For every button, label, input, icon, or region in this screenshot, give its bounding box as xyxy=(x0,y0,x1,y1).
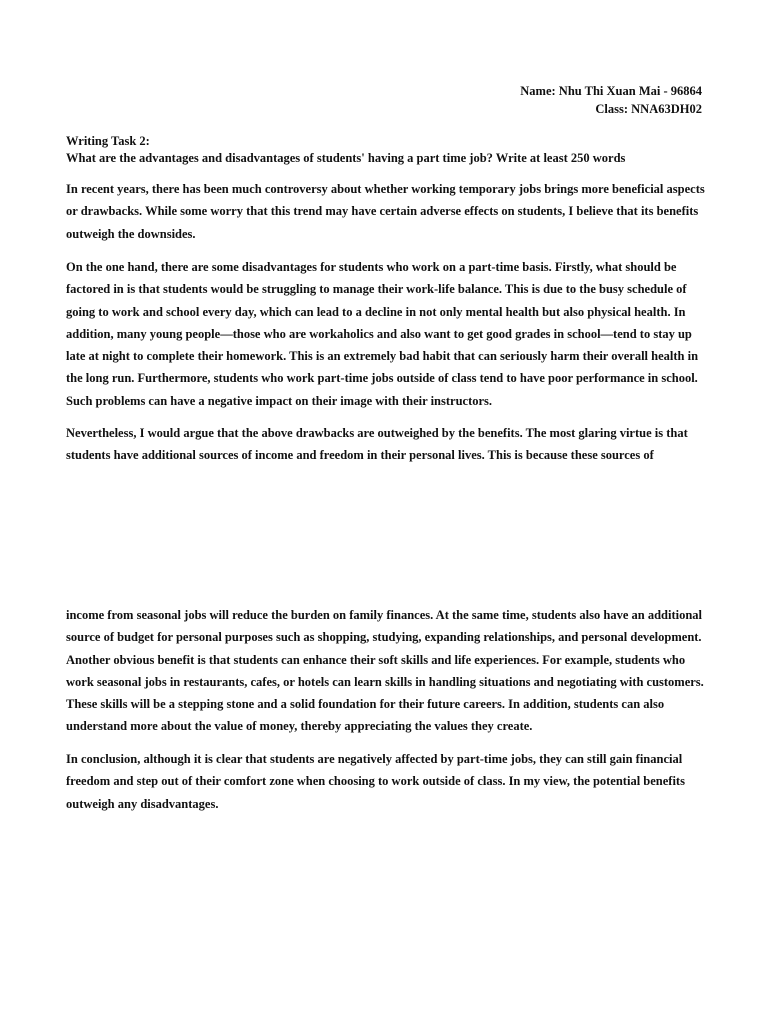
paragraph-disadvantages: On the one hand, there are some disadvantages for students who work on a part-time basis. Firstly, what should be factored in is that students would be struggling to manage their work-life balance. This is due to the busy schedule of going to work and school every day, which can lead to a decline in not only mental health but also physical health. In addition, many young people—those who are workaholics and also want to get good grades in school—tend to stay up late at night to complete their homework. This is an extremely bad habit that can seriously harm their overall health in the long run. Furthermore, students who work part-time jobs outside of class tend to have poor performance in school. Such problems can have a negative impact on their image with their instructors. xyxy=(66,260,699,408)
student-info-header xyxy=(520,82,702,118)
student-name-line: Name: Nhu Thi Xuan Mai - 96864 xyxy=(520,84,702,98)
task-question: What are the advantages and disadvantages of students' having a part time job? Write at least 250 words xyxy=(66,151,626,165)
task-heading: Writing Task 2: xyxy=(66,134,150,148)
paragraph-introduction: In recent years, there has been much controversy about whether working temporary jobs brings more beneficial aspects or drawbacks. While some worry that this trend may have certain adverse effects on students, I believe that its benefits outweigh the downsides. xyxy=(66,182,705,241)
student-class-line: Class: NNA63DH02 xyxy=(595,102,702,116)
paragraph-advantages-start: Nevertheless, I would argue that the above drawbacks are outweighed by the benefits. The most glaring virtue is that students have additional sources of income and freedom in their personal lives. This is because these sources of xyxy=(66,426,688,463)
paragraph-advantages-continued: income from seasonal jobs will reduce the burden on family finances. At the same time, students also have an additional source of budget for personal purposes such as shopping, studying, expanding relationships, and personal development. Another obvious benefit is that students can enhance their soft skills and life experiences. For example, students who work seasonal jobs in restaurants, cafes, or hotels can learn skills in handling situations and negotiating with customers. These skills will be a stepping stone and a solid foundation for their future careers. In addition, students can also understand more about the value of money, thereby appreciating the values they create. xyxy=(66,608,704,734)
paragraph-conclusion: In conclusion, although it is clear that students are negatively affected by part-time jobs, they can still gain financial freedom and step out of their comfort zone when choosing to work outside of class. In my view, the potential benefits outweigh any disadvantages. xyxy=(66,752,685,811)
